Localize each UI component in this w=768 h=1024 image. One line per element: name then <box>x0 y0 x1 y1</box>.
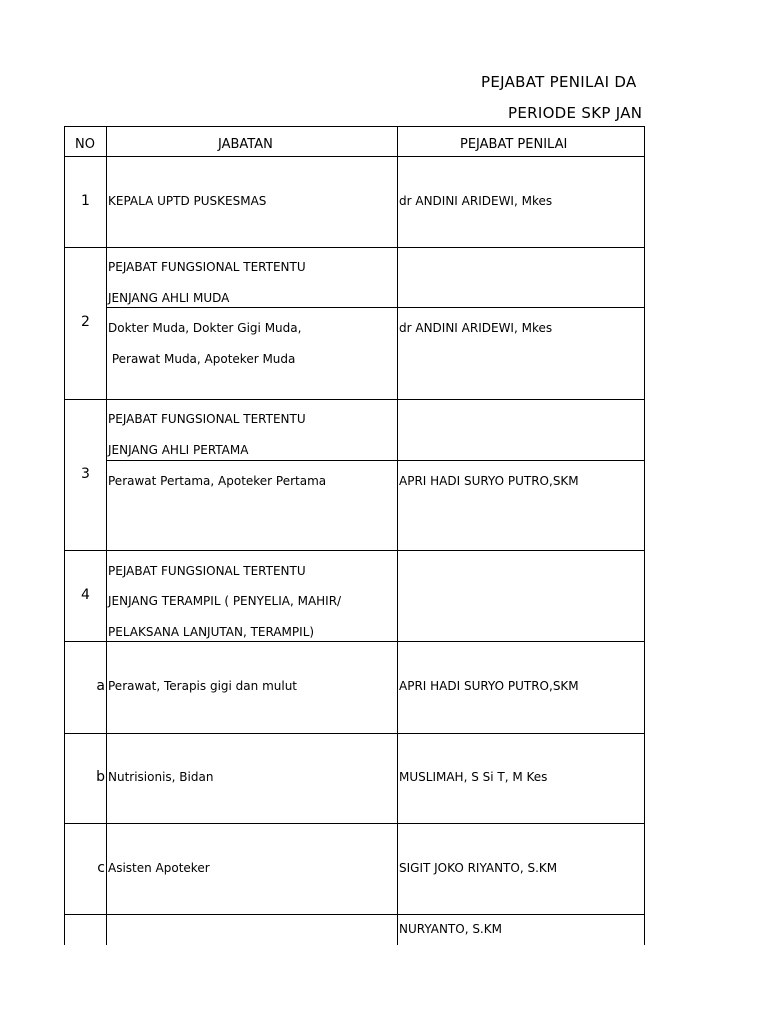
row-3-penilai: APRI HADI SURYO PUTRO,SKM <box>399 474 579 488</box>
grid-line-col-no <box>106 126 107 945</box>
row-d-penilai: NURYANTO, S.KM <box>399 922 502 936</box>
row-2-penilai: dr ANDINI ARIDEWI, Mkes <box>399 321 553 335</box>
header-no: NO <box>75 137 95 152</box>
row-a-jabatan: Perawat, Terapis gigi dan mulut <box>108 679 298 693</box>
row-a-penilai: APRI HADI SURYO PUTRO,SKM <box>399 679 579 693</box>
row-4-jabatan-line-1: PEJABAT FUNGSIONAL TERTENTU <box>108 564 306 578</box>
row-1-jabatan: KEPALA UPTD PUSKESMAS <box>108 194 267 208</box>
row-c-jabatan: Asisten Apoteker <box>108 861 210 875</box>
document-title-line-2: PERIODE SKP JAN <box>508 104 643 122</box>
row-3-jabatan-line-1: PEJABAT FUNGSIONAL TERTENTU <box>108 412 306 426</box>
row-2-jabatan-line-2: JENJANG AHLI MUDA <box>108 291 230 305</box>
grid-line-col-jabatan <box>397 126 398 945</box>
row-2-no: 2 <box>81 314 90 330</box>
document-title-line-1: PEJABAT PENILAI DA <box>481 73 637 91</box>
row-b-no: b <box>96 769 105 785</box>
row-4-jabatan-line-3: PELAKSANA LANJUTAN, TERAMPIL) <box>108 625 315 639</box>
row-1-penilai: dr ANDINI ARIDEWI, Mkes <box>399 194 553 208</box>
row-2-jabatan-line-4: Perawat Muda, Apoteker Muda <box>108 352 296 366</box>
row-a-no: a <box>96 678 105 694</box>
row-2-jabatan-line-1: PEJABAT FUNGSIONAL TERTENTU <box>108 260 306 274</box>
row-c-penilai: SIGIT JOKO RIYANTO, S.KM <box>399 861 558 875</box>
header-pejabat-penilai: PEJABAT PENILAI <box>460 137 568 152</box>
row-3-jabatan-line-2: JENJANG AHLI PERTAMA <box>108 443 249 457</box>
row-1-no: 1 <box>81 193 90 209</box>
grid-line-col-penilai <box>644 126 645 945</box>
grid-line-row-1-bottom <box>64 247 645 248</box>
header-jabatan: JABATAN <box>218 137 273 152</box>
grid-line-top <box>64 126 645 127</box>
row-4-no: 4 <box>81 587 90 603</box>
grid-line-row-c-bottom <box>64 914 645 915</box>
grid-line-row-3-bottom <box>64 550 645 551</box>
grid-line-row-3-split <box>106 460 645 461</box>
row-4-jabatan-line-2: JENJANG TERAMPIL ( PENYELIA, MAHIR/ <box>108 594 342 608</box>
row-3-jabatan-line-3: Perawat Pertama, Apoteker Pertama <box>108 474 327 488</box>
grid-line-row-b-bottom <box>64 823 645 824</box>
row-b-penilai: MUSLIMAH, S Si T, M Kes <box>399 770 548 784</box>
grid-line-row-2-split <box>106 307 645 308</box>
grid-line-left <box>64 126 65 945</box>
grid-line-row-4-bottom <box>64 641 645 642</box>
grid-line-row-2-bottom <box>64 399 645 400</box>
grid-line-header-bottom <box>64 156 645 157</box>
row-b-jabatan: Nutrisionis, Bidan <box>108 770 214 784</box>
row-2-jabatan-line-3: Dokter Muda, Dokter Gigi Muda, <box>108 321 302 335</box>
row-c-no: c <box>97 860 105 876</box>
grid-line-row-a-bottom <box>64 733 645 734</box>
row-3-no: 3 <box>81 466 90 482</box>
